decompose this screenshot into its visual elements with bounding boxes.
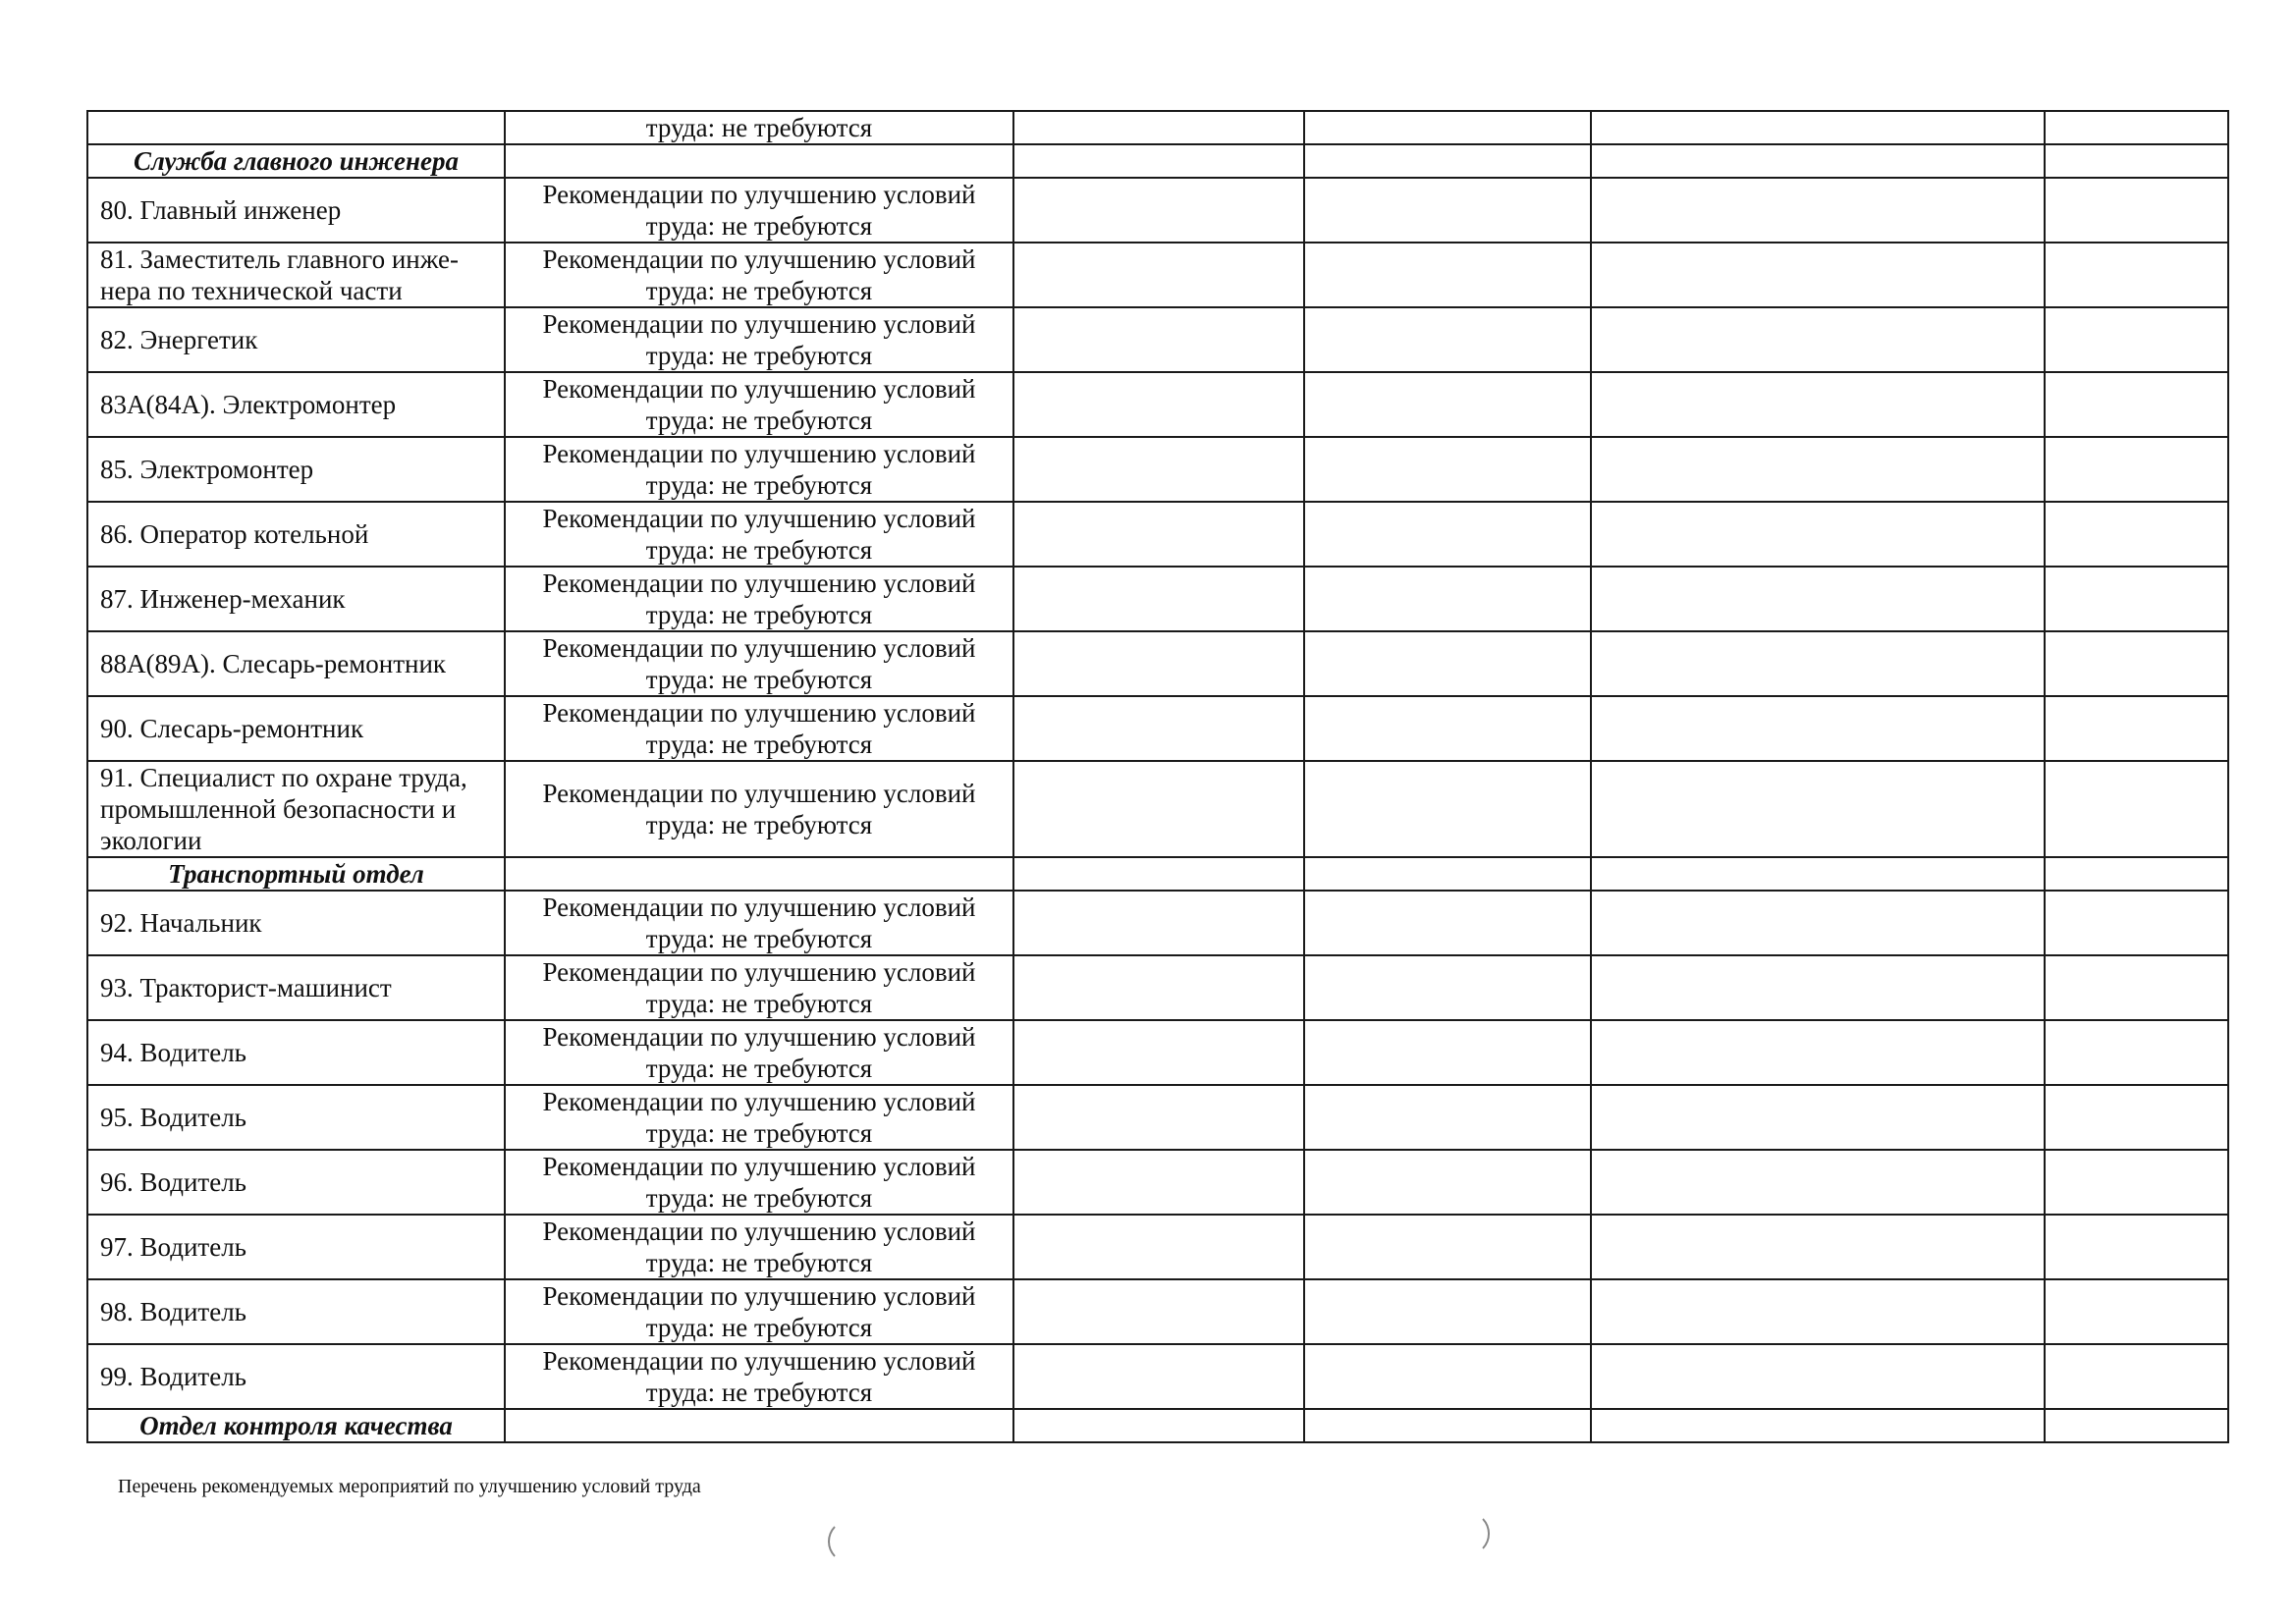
empty-cell <box>1591 631 2045 696</box>
empty-cell <box>1591 307 2045 372</box>
empty-cell <box>1591 891 2045 955</box>
empty-cell <box>2045 243 2228 307</box>
position-cell: 90. Слесарь-ремонтник <box>87 696 505 761</box>
empty-cell <box>2045 307 2228 372</box>
empty-cell <box>505 1409 1013 1442</box>
empty-cell <box>1013 437 1304 502</box>
empty-cell <box>1591 111 2045 144</box>
empty-cell <box>2045 372 2228 437</box>
table-row <box>87 761 2228 857</box>
punch-hole-mark <box>1449 1512 1490 1555</box>
empty-cell <box>2045 761 2228 857</box>
empty-cell <box>2045 1344 2228 1409</box>
empty-cell <box>1591 696 2045 761</box>
empty-cell <box>2045 1409 2228 1442</box>
position-cell: 88А(89А). Слесарь-ремонтник <box>87 631 505 696</box>
empty-cell <box>1591 372 2045 437</box>
empty-cell <box>1304 567 1591 631</box>
empty-cell <box>2045 178 2228 243</box>
empty-cell <box>1591 437 2045 502</box>
table-row <box>87 243 2228 307</box>
table-row <box>87 1020 2228 1085</box>
empty-cell <box>1013 1279 1304 1344</box>
position-cell: 99. Водитель <box>87 1344 505 1409</box>
table-row <box>87 1150 2228 1215</box>
empty-cell <box>2045 437 2228 502</box>
empty-cell <box>1013 178 1304 243</box>
table-row <box>87 1085 2228 1150</box>
empty-cell <box>1591 761 2045 857</box>
position-cell: 87. Инженер-механик <box>87 567 505 631</box>
empty-cell <box>1304 1409 1591 1442</box>
table-row <box>87 178 2228 243</box>
position-cell: 80. Главный инженер <box>87 178 505 243</box>
empty-cell <box>1591 567 2045 631</box>
empty-cell <box>2045 567 2228 631</box>
recommendation-cell: труда: не требуются <box>505 111 1013 144</box>
position-cell: 95. Водитель <box>87 1085 505 1150</box>
table-row <box>87 567 2228 631</box>
empty-cell <box>1013 696 1304 761</box>
position-cell: 93. Тракторист-машинист <box>87 955 505 1020</box>
empty-cell <box>2045 1215 2228 1279</box>
table-row <box>87 1279 2228 1344</box>
recommendation-cell: Рекомендации по улучшению условий труда: не требуются <box>505 891 1013 955</box>
empty-cell <box>1591 1409 2045 1442</box>
position-cell: 92. Начальник <box>87 891 505 955</box>
recommendation-cell: Рекомендации по улучшению условий труда: не требуются <box>505 567 1013 631</box>
recommendation-cell: Рекомендации по улучшению условий труда: не требуются <box>505 437 1013 502</box>
section-row <box>87 144 2228 178</box>
empty-cell <box>1013 372 1304 437</box>
table-row <box>87 631 2228 696</box>
position-cell: 97. Водитель <box>87 1215 505 1279</box>
empty-cell <box>1013 1020 1304 1085</box>
recommendation-cell: Рекомендации по улучшению условий труда: не требуются <box>505 1344 1013 1409</box>
table-body <box>87 111 2228 1442</box>
empty-cell <box>2045 1150 2228 1215</box>
empty-cell <box>1591 1215 2045 1279</box>
empty-cell <box>505 857 1013 891</box>
position-cell: 96. Водитель <box>87 1150 505 1215</box>
empty-cell <box>1591 1279 2045 1344</box>
recommendation-cell: Рекомендации по улучшению условий труда: не требуются <box>505 1150 1013 1215</box>
empty-cell <box>1304 761 1591 857</box>
recommendation-cell: Рекомендации по улучшению условий труда: не требуются <box>505 372 1013 437</box>
position-cell: 85. Электромонтер <box>87 437 505 502</box>
empty-cell <box>1304 631 1591 696</box>
empty-cell <box>1304 178 1591 243</box>
table-row <box>87 307 2228 372</box>
empty-cell <box>1591 178 2045 243</box>
empty-cell <box>1304 696 1591 761</box>
empty-cell <box>1013 955 1304 1020</box>
empty-cell <box>505 144 1013 178</box>
recommendation-cell: Рекомендации по улучшению условий труда: не требуются <box>505 243 1013 307</box>
recommendation-cell: Рекомендации по улучшению условий труда: не требуются <box>505 502 1013 567</box>
table-row <box>87 1215 2228 1279</box>
recommendation-cell: Рекомендации по улучшению условий труда: не требуются <box>505 955 1013 1020</box>
table-row <box>87 372 2228 437</box>
empty-cell <box>1304 243 1591 307</box>
position-cell: 82. Энергетик <box>87 307 505 372</box>
empty-cell <box>1304 502 1591 567</box>
recommendation-cell: Рекомендации по улучшению условий труда: не требуются <box>505 631 1013 696</box>
empty-cell <box>2045 1279 2228 1344</box>
empty-cell <box>1013 761 1304 857</box>
recommendation-cell: Рекомендации по улучшению условий труда: не требуются <box>505 1085 1013 1150</box>
empty-cell <box>1591 1344 2045 1409</box>
position-cell: 81. Заместитель главного инже-нера по технической части <box>87 243 505 307</box>
empty-cell <box>1304 1020 1591 1085</box>
position-cell: 91. Специалист по охране труда, промышленной безопасности и экологии <box>87 761 505 857</box>
empty-cell <box>1304 857 1591 891</box>
recommendation-cell: Рекомендации по улучшению условий труда: не требуются <box>505 178 1013 243</box>
empty-cell <box>1013 1150 1304 1215</box>
empty-cell <box>2045 144 2228 178</box>
empty-cell <box>1304 437 1591 502</box>
empty-cell <box>1013 243 1304 307</box>
table-row <box>87 891 2228 955</box>
empty-cell <box>1591 243 2045 307</box>
table-row <box>87 437 2228 502</box>
table-row <box>87 1344 2228 1409</box>
empty-cell <box>1591 1085 2045 1150</box>
recommendation-cell: Рекомендации по улучшению условий труда: не требуются <box>505 696 1013 761</box>
empty-cell <box>1304 1215 1591 1279</box>
table-row <box>87 696 2228 761</box>
empty-cell <box>1591 955 2045 1020</box>
empty-cell <box>1591 502 2045 567</box>
empty-cell <box>2045 857 2228 891</box>
position-cell: 94. Водитель <box>87 1020 505 1085</box>
empty-cell <box>2045 111 2228 144</box>
empty-cell <box>2045 502 2228 567</box>
recommendation-cell: Рекомендации по улучшению условий труда: не требуются <box>505 761 1013 857</box>
empty-cell <box>1304 1150 1591 1215</box>
empty-cell <box>1304 144 1591 178</box>
empty-cell <box>1013 144 1304 178</box>
empty-cell <box>1304 1344 1591 1409</box>
position-cell: 83А(84А). Электромонтер <box>87 372 505 437</box>
empty-cell <box>1304 307 1591 372</box>
empty-cell <box>1304 372 1591 437</box>
empty-cell <box>2045 696 2228 761</box>
position-cell <box>87 111 505 144</box>
empty-cell <box>1013 307 1304 372</box>
empty-cell <box>1591 144 2045 178</box>
empty-cell <box>1013 1409 1304 1442</box>
empty-cell <box>1013 111 1304 144</box>
footer-note: Перечень рекомендуемых мероприятий по улучшению условий труда <box>118 1476 701 1497</box>
recommendation-cell: Рекомендации по улучшению условий труда: не требуются <box>505 1215 1013 1279</box>
position-cell: 86. Оператор котельной <box>87 502 505 567</box>
empty-cell <box>1591 1020 2045 1085</box>
table-row <box>87 955 2228 1020</box>
measures-table <box>86 110 2229 1443</box>
empty-cell <box>1304 1279 1591 1344</box>
empty-cell <box>2045 1085 2228 1150</box>
empty-cell <box>1013 857 1304 891</box>
recommendation-cell: Рекомендации по улучшению условий труда: не требуются <box>505 1020 1013 1085</box>
empty-cell <box>1013 1085 1304 1150</box>
position-cell: 98. Водитель <box>87 1279 505 1344</box>
empty-cell <box>1013 1344 1304 1409</box>
empty-cell <box>2045 1020 2228 1085</box>
empty-cell <box>1013 567 1304 631</box>
empty-cell <box>1591 857 2045 891</box>
empty-cell <box>1304 955 1591 1020</box>
empty-cell <box>1304 111 1591 144</box>
empty-cell <box>2045 955 2228 1020</box>
empty-cell <box>1591 1150 2045 1215</box>
table-row <box>87 502 2228 567</box>
section-title: Транспортный отдел <box>87 857 505 891</box>
section-title: Отдел контроля качества <box>87 1409 505 1442</box>
section-row <box>87 857 2228 891</box>
punch-hole-mark <box>828 1520 869 1563</box>
empty-cell <box>1013 1215 1304 1279</box>
empty-cell <box>1304 1085 1591 1150</box>
section-row <box>87 1409 2228 1442</box>
empty-cell <box>1013 891 1304 955</box>
empty-cell <box>1304 891 1591 955</box>
recommendation-cell: Рекомендации по улучшению условий труда: не требуются <box>505 1279 1013 1344</box>
empty-cell <box>1013 631 1304 696</box>
section-title: Служба главного инженера <box>87 144 505 178</box>
recommendation-cell: Рекомендации по улучшению условий труда: не требуются <box>505 307 1013 372</box>
continuation-row <box>87 111 2228 144</box>
empty-cell <box>2045 891 2228 955</box>
empty-cell <box>1013 502 1304 567</box>
empty-cell <box>2045 631 2228 696</box>
